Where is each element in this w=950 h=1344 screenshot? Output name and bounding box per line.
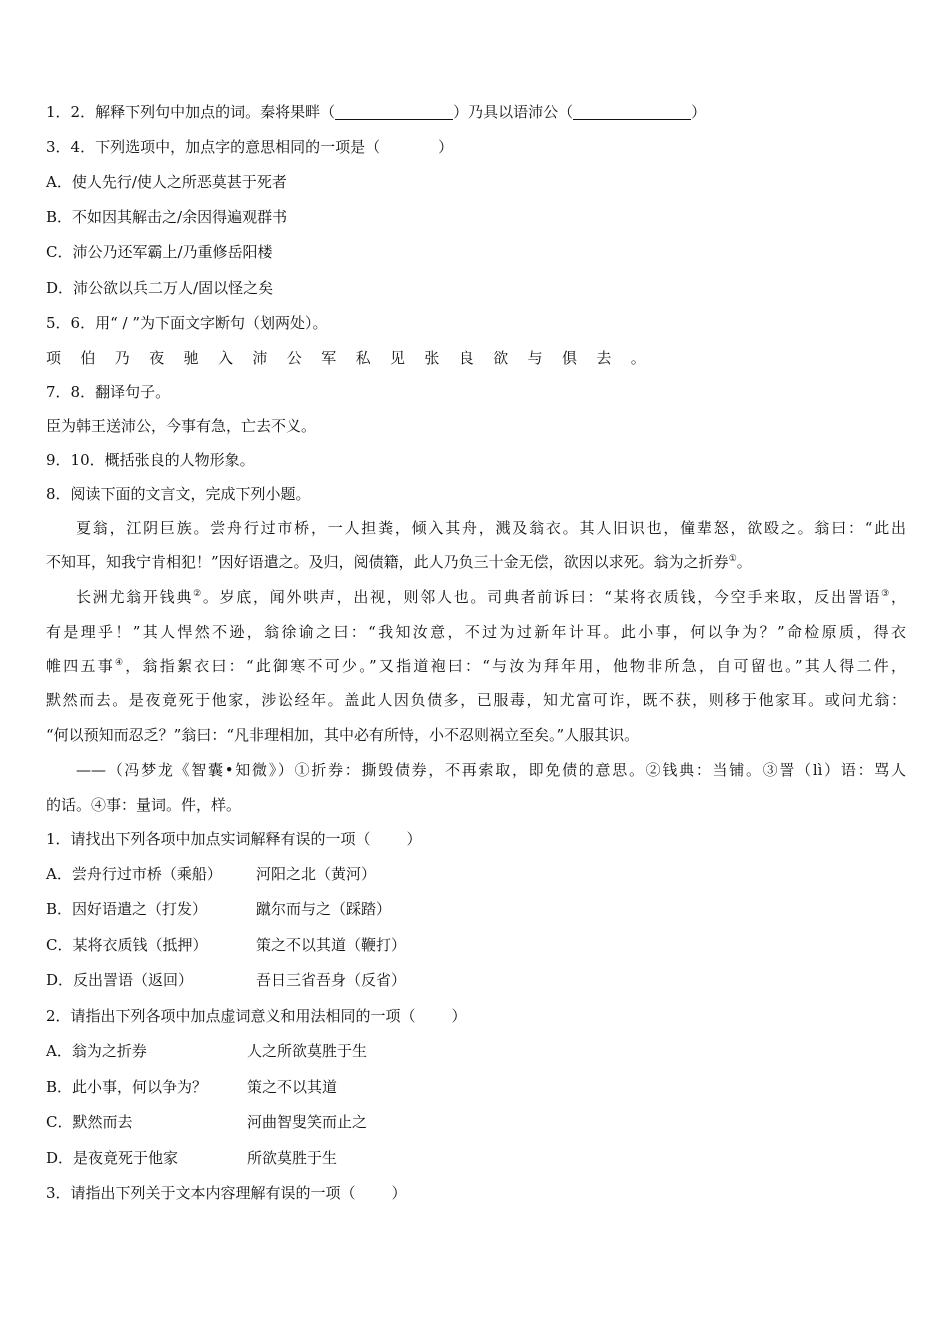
answer-blank-1[interactable] — [335, 105, 453, 120]
question-7-8-stem: 7．8．翻译句子。 — [46, 383, 171, 401]
passage-line-2: 不知耳，知我宁肯相犯！”因好语遣之。及归，阅债籍，此人乃负三十金无偿，欲因以求死。翁为之折券①。 — [46, 553, 752, 571]
question-5-6-stem: 5．6．用“ / ”为下面文字断句（划两处）。 — [46, 314, 328, 332]
question-number: 1．2． — [46, 103, 96, 121]
sub2-option-c: C．默然而去 河曲智叟笑而止之 — [46, 1113, 368, 1131]
footnote-mark: ④ — [114, 658, 126, 668]
option-d: D．沛公欲以兵二万人/固以怪之矣 — [46, 279, 274, 297]
passage-line-4: 有是理乎！”其人悍然不逊，翁徐谕之曰：“我知汝意，不过为过新年计耳。此小事，何以争为？”命检原质，得衣 — [46, 623, 906, 641]
sub2-option-d: D．是夜竟死于他家 所欲莫胜于生 — [46, 1149, 338, 1167]
translation-sentence: 臣为韩王送沛公，今事有急，亡去不义。 — [46, 417, 317, 435]
footnote-mark: ③ — [881, 589, 891, 599]
passage-line-5: 帷四五事④，翁指絮衣曰：“此御寒不可少。”又指道袍曰：“与汝为拜年用，他物非所急，自可留也。”其人得二件， — [46, 657, 906, 675]
sub1-option-d: D．反出詈语（返回） 吾日三省吾身（反省） — [46, 971, 407, 989]
answer-blank-2[interactable] — [573, 105, 691, 120]
question-text-end: ） — [691, 103, 707, 121]
passage-source-notes: ——（冯梦龙《智囊•知微》）①折券：撕毁债券，不再索取，即免债的意思。②钱典：当铺。③詈（lì）语：骂人 — [76, 761, 906, 779]
passage-line-3: 长洲尤翁开钱典②。岁底，闻外哄声，出视，则邻人也。司典者前诉曰：“某将衣质钱，今空手来取，反出詈语③， — [76, 588, 906, 606]
question-9-10-stem: 9．10．概括张良的人物形象。 — [46, 451, 255, 469]
question-8-stem: 8．阅读下面的文言文，完成下列小题。 — [46, 485, 311, 503]
sub1-option-b: B．因好语遣之（打发） 蹴尔而与之（踩踏） — [46, 900, 392, 918]
passage-line-6: 默然而去。是夜竟死于他家，涉讼经年。盖此人因负债多，已服毒，知尤富可诈，既不获，则移于他家耳。或问尤翁： — [46, 691, 906, 709]
passage-line-1: 夏翁，江阴巨族。尝舟行过市桥，一人担粪，倾入其舟，溅及翁衣。其人旧识也，僮辈怒，欲殴之。翁曰：“此出 — [76, 519, 906, 537]
sub-question-1-stem: 1．请找出下列各项中加点实词解释有误的一项（ ） — [46, 830, 422, 848]
sub2-option-b: B．此小事，何以争为？ 策之不以其道 — [46, 1078, 338, 1096]
passage-line-7: “何以预知而忍乏？”翁曰：“凡非理相加，其中必有所恃，小不忍则祸立至矣。”人服其识。 — [46, 726, 640, 744]
option-a: A．使人先行/使人之所恶莫甚于死者 — [46, 173, 287, 191]
footnote-mark: ② — [193, 589, 203, 599]
sub-question-3-stem: 3．请指出下列关于文本内容理解有误的一项（ ） — [46, 1184, 407, 1202]
sub1-option-a: A．尝舟行过市桥（乘船） 河阳之北（黄河） — [46, 865, 377, 883]
footnote-mark: ① — [728, 554, 737, 564]
option-c: C．沛公乃还军霸上/乃重修岳阳楼 — [46, 243, 273, 261]
question-text: 解释下列句中加点的词。秦将果畔（ — [95, 103, 336, 121]
sub2-option-a: A．翁为之折券 人之所欲莫胜于生 — [46, 1042, 368, 1060]
sub1-option-c: C．某将衣质钱（抵押） 策之不以其道（鞭打） — [46, 936, 407, 954]
segmentation-sentence: 项伯乃夜驰入沛公军私见张良欲与俱去。 — [46, 349, 666, 367]
sub-question-2-stem: 2．请指出下列各项中加点虚词意义和用法相同的一项（ ） — [46, 1007, 467, 1025]
option-b: B．不如因其解击之/余因得遍观群书 — [46, 208, 288, 226]
question-text-mid: ）乃具以语沛公（ — [453, 103, 574, 121]
question-1-2 — [46, 102, 906, 122]
question-3-4-stem: 3．4．下列选项中，加点字的意思相同的一项是（ ） — [46, 138, 454, 156]
passage-notes-end: 的话。④事：量词。件，样。 — [46, 796, 242, 814]
